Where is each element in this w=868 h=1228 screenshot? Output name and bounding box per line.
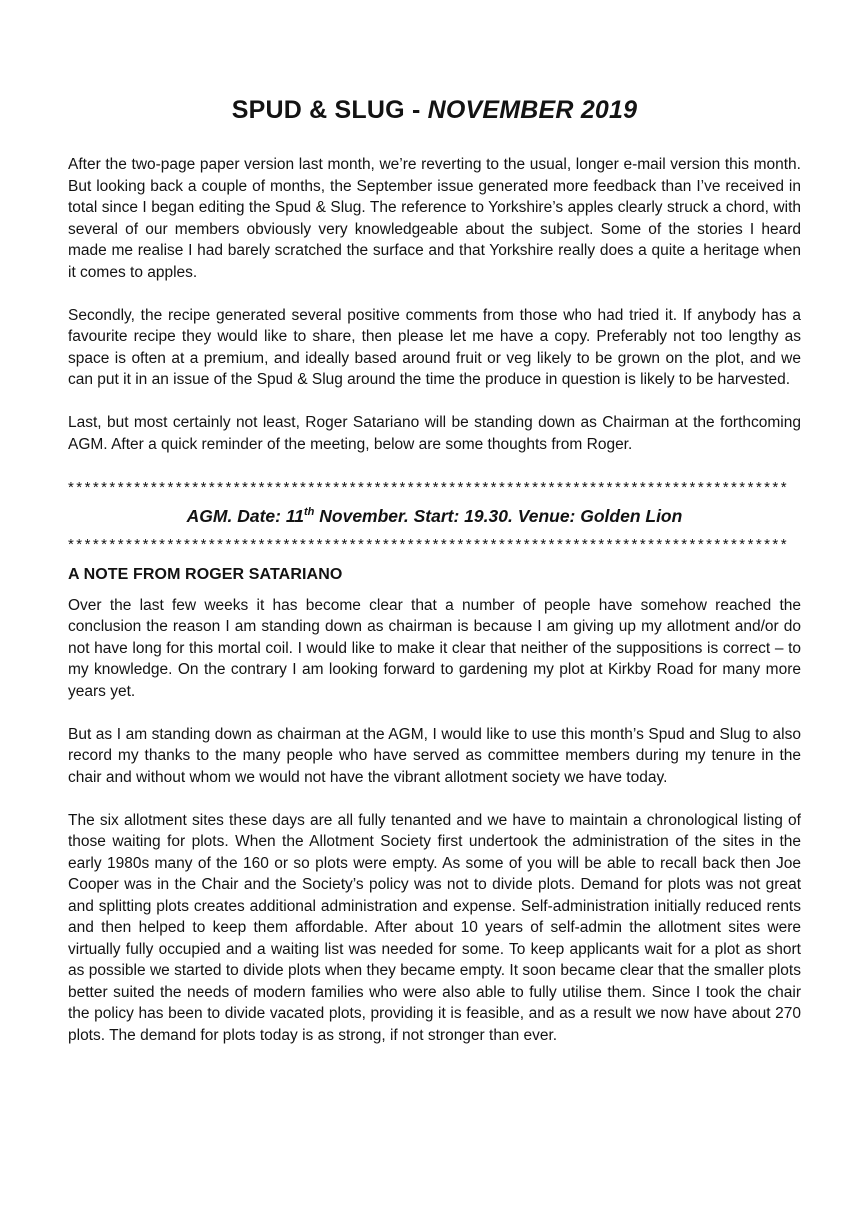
star-divider-top: *************************************************************************************** — [68, 478, 790, 496]
agm-text-prefix: AGM. Date: 11 — [186, 505, 305, 526]
page-title — [68, 96, 801, 125]
page-title-text: SPUD & SLUG - — [231, 96, 428, 124]
note-section-heading: A NOTE FROM ROGER SATARIANO — [68, 565, 343, 583]
intro-paragraph-1: After the two-page paper version last month, we’re reverting to the usual, longer e-mail version this month. But looking back a couple of months, the September issue generated more feedback than I’ve received in total since I began editing the Spud & Slug. The reference to Yorkshire’s apples clearly struck a chord, with several of our members obviously very knowledgeable about the subject. Some of the stories I heard made me realise I had barely scratched the surface and that Yorkshire really does a quite a heritage when it comes to apples. — [68, 156, 801, 281]
intro-paragraph-3: Last, but most certainly not least, Roger Satariano will be standing down as Chairman at the forthcoming AGM. After a quick reminder of the meeting, below are some thoughts from Roger. — [68, 414, 801, 453]
note-paragraph-1: Over the last few weeks it has become clear that a number of people have somehow reached the conclusion the reason I am standing down as chairman is because I am giving up my allotment and/or do not have long for this mortal coil. I would like to make it clear that neither of the suppositions is correct – to my knowledge. On the contrary I am looking forward to gardening my plot at Kirkby Road for many more years yet. — [68, 596, 801, 700]
page-title-date: NOVEMBER 2019 — [427, 96, 638, 124]
agm-ordinal-superscript: th — [304, 505, 315, 518]
intro-paragraph-2: Secondly, the recipe generated several positive comments from those who had tried it. If anybody has a favourite recipe they would like to share, then please let me have a copy. Preferably not too lengthy as space is often at a premium, and ideally based around fruit or veg likely to be grown on the plot, and we can put it in an issue of the Spud & Slug around the time the produce in question is likely to be harvested. — [68, 306, 801, 388]
note-paragraph-3: The six allotment sites these days are all fully tenanted and we have to maintain a chronological listing of those waiting for plots. When the Allotment Society first undertook the administration of the sites in the early 1980s many of the 160 or so plots were empty. As some of you will be able to recall back then Joe Cooper was in the Chair and the Society’s policy was not to divide plots. Demand for plots was not great and splitting plots creates additional administration and expense. Self-administration initially reduced rents and then helped to keep them affordable. After about 10 years of self-admin the allotment sites were virtually fully occupied and a waiting list was needed for some. To keep applicants wait for a plot as short as possible we started to divide plots when they became empty. It soon became clear that the smaller plots better suited the needs of modern families who were also able to fully utilise them. Since I took the chair the policy has been to divide vacated plots, providing it is feasible, and as a result we now have about 270 plots. The demand for plots today is as strong, if not stronger than ever. — [68, 811, 801, 1044]
agm-text-suffix: November. Start: 19.30. Venue: Golden Lion — [314, 505, 683, 526]
agm-announcement — [68, 503, 801, 529]
note-paragraph-2: But as I am standing down as chairman at the AGM, I would like to use this month’s Spud and Slug to also record my thanks to the many people who have served as committee members during my tenure in the chair and without whom we would not have the vibrant allotment society we have today. — [68, 725, 801, 786]
star-divider-bottom: *************************************************************************************** — [68, 535, 790, 553]
